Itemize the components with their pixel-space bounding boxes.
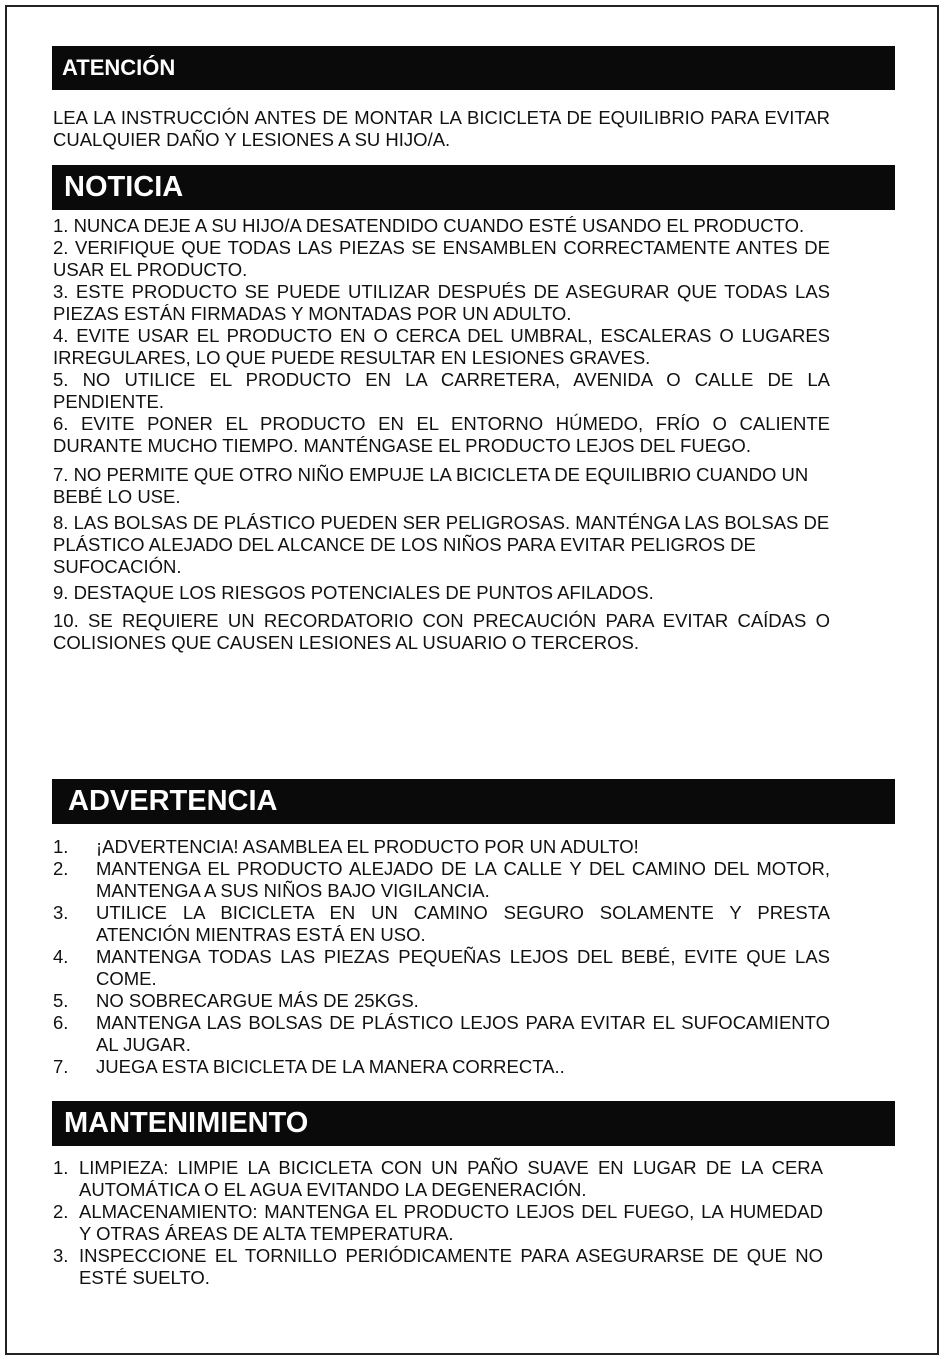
mantenimiento-item [53,1157,823,1201]
noticia-item-10: 10. SE REQUIERE UN RECORDATORIO CON PRECAUCIÓN PARA EVITAR CAÍDAS O COLISIONES QUE CAUSEN LESIONES AL USUARIO O TERCEROS. [53,610,830,653]
advertencia-item [53,836,830,858]
noticia-title: NOTICIA [64,171,184,203]
advertencia-item [53,946,830,990]
item-text: ALMACENAMIENTO: MANTENGA EL PRODUCTO LEJOS DEL FUEGO, LA HUMEDAD Y OTRAS ÁREAS DE ALTA TEMPERATURA. [79,1201,823,1244]
advertencia-header [52,779,895,824]
item-text: MANTENGA TODAS LAS PIEZAS PEQUEÑAS LEJOS DEL BEBÉ, EVITE QUE LAS COME. [96,946,830,989]
noticia-item-5: 5. NO UTILICE EL PRODUCTO EN LA CARRETERA, AVENIDA O CALLE DE LA PENDIENTE. [53,369,830,412]
noticia-item-1: 1. NUNCA DEJE A SU HIJO/A DESATENDIDO CUANDO ESTÉ USANDO EL PRODUCTO. [53,215,805,236]
item-text: NO SOBRECARGUE MÁS DE 25KGS. [96,990,419,1011]
item-number: 4. [53,946,69,967]
item-text: UTILICE LA BICICLETA EN UN CAMINO SEGURO SOLAMENTE Y PRESTA ATENCIÓN MIENTRAS ESTÁ EN USO. [96,902,830,945]
atencion-header [52,46,895,90]
mantenimiento-item [53,1245,823,1289]
item-number: 6. [53,1012,69,1033]
advertencia-list [53,836,830,1078]
item-number: 1. [53,836,69,857]
noticia-item-7: 7. NO PERMITE QUE OTRO NIÑO EMPUJE LA BICICLETA DE EQUILIBRIO CUANDO UN BEBÉ LO USE. [53,464,809,507]
item-number: 5. [53,990,69,1011]
item-number: 3. [53,902,69,923]
mantenimiento-title: MANTENIMIENTO [64,1107,309,1139]
noticia-item-9: 9. DESTAQUE LOS RIESGOS POTENCIALES DE PUNTOS AFILADOS. [53,582,654,603]
item-text: MANTENGA EL PRODUCTO ALEJADO DE LA CALLE Y DEL CAMINO DEL MOTOR, MANTENGA A SUS NIÑOS BAJO VIGILANCIA. [96,858,830,901]
advertencia-item [53,1012,830,1056]
noticia-item-6: 6. EVITE PONER EL PRODUCTO EN EL ENTORNO HÚMEDO, FRÍO O CALIENTE DURANTE MUCHO TIEMPO. MANTÉNGASE EL PRODUCTO LEJOS DEL FUEGO. [53,413,830,456]
noticia-item-3: 3. ESTE PRODUCTO SE PUEDE UTILIZAR DESPUÉS DE ASEGURAR QUE TODAS LAS PIEZAS ESTÁN FIRMADAS Y MONTADAS POR UN ADULTO. [53,281,830,324]
advertencia-item [53,858,830,902]
advertencia-title: ADVERTENCIA [68,785,278,817]
noticia-item-2: 2. VERIFIQUE QUE TODAS LAS PIEZAS SE ENSAMBLEN CORRECTAMENTE ANTES DE USAR EL PRODUCTO. [53,237,830,280]
item-number: 1. [53,1157,69,1178]
item-text: LIMPIEZA: LIMPIE LA BICICLETA CON UN PAÑO SUAVE EN LUGAR DE LA CERA AUTOMÁTICA O EL AGUA EVITANDO LA DEGENERACIÓN. [79,1157,823,1200]
item-text: MANTENGA LAS BOLSAS DE PLÁSTICO LEJOS PARA EVITAR EL SUFOCAMIENTO AL JUGAR. [96,1012,830,1055]
item-number: 7. [53,1056,69,1077]
item-number: 2. [53,858,69,879]
item-text: JUEGA ESTA BICICLETA DE LA MANERA CORRECTA.. [96,1056,565,1077]
mantenimiento-header [52,1101,895,1146]
advertencia-item [53,902,830,946]
noticia-item-4: 4. EVITE USAR EL PRODUCTO EN O CERCA DEL UMBRAL, ESCALERAS O LUGARES IRREGULARES, LO QUE PUEDE RESULTAR EN LESIONES GRAVES. [53,325,830,368]
item-number: 2. [53,1201,69,1222]
mantenimiento-list [53,1157,823,1289]
item-text: ¡ADVERTENCIA! ASAMBLEA EL PRODUCTO POR UN ADULTO! [96,836,639,857]
advertencia-item [53,1056,830,1078]
item-text: INSPECCIONE EL TORNILLO PERIÓDICAMENTE PARA ASEGURARSE DE QUE NO ESTÉ SUELTO. [79,1245,823,1288]
mantenimiento-item [53,1201,823,1245]
atencion-text: LEA LA INSTRUCCIÓN ANTES DE MONTAR LA BICICLETA DE EQUILIBRIO PARA EVITAR CUALQUIER DAÑO Y LESIONES A SU HIJO/A. [53,107,830,150]
advertencia-item [53,990,830,1012]
noticia-list [53,215,830,654]
noticia-header [52,165,895,210]
atencion-title: ATENCIÓN [62,55,176,80]
item-number: 3. [53,1245,69,1266]
noticia-item-8: 8. LAS BOLSAS DE PLÁSTICO PUEDEN SER PELIGROSAS. MANTÉNGA LAS BOLSAS DE PLÁSTICO ALEJADO DEL ALCANCE DE LOS NIÑOS PARA EVITAR PELIGROS DE SUFOCACIÓN. [53,512,830,577]
